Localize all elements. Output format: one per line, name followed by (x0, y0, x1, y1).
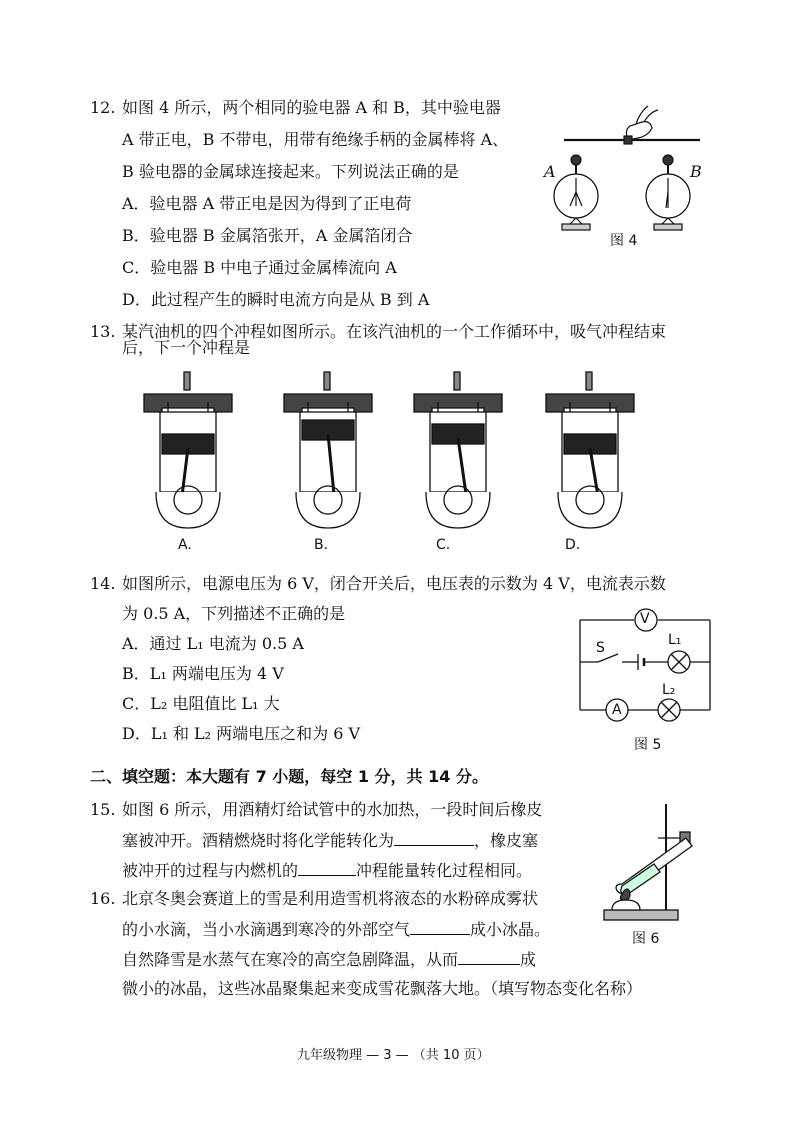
q16-line-4: 微小的冰晶，这些冰晶聚集起来变成雪花飘落大地。（填写物态变化名称） (122, 979, 643, 998)
q16-line-2-text-a: 的小水滴，当小水滴遇到寒冷的外部空气 (122, 920, 411, 939)
engine-stroke-b-icon (278, 368, 378, 533)
q16-line-3 (122, 948, 536, 971)
switch-label: S (596, 640, 605, 656)
q14-stem-line-2: 为 0.5 A，下列描述不正确的是 (122, 604, 346, 623)
q15-number: 15. (90, 800, 116, 819)
engine-stroke-c-icon (408, 368, 508, 533)
q15-blank-2[interactable] (298, 859, 356, 876)
lamp-l1-icon (668, 651, 690, 673)
electroscope-label-b: B (690, 162, 702, 181)
page-footer: 九年级物理 — 3 — （共 10 页） (297, 1048, 490, 1063)
q13-stem-line-2: 后，下一个冲程是 (122, 338, 251, 357)
alcohol-lamp-icon (612, 889, 640, 910)
lamp-l1-label: L₁ (668, 632, 682, 648)
electroscope-a-icon (554, 155, 598, 230)
engine-label-c: C. (436, 537, 451, 553)
q15-blank-1[interactable] (394, 829, 474, 846)
q16-blank-1[interactable] (410, 918, 470, 935)
figure-4-caption: 图 4 (610, 233, 638, 249)
q12-stem-line-3: B 验电器的金属球连接起来。下列说法正确的是 (122, 162, 459, 181)
q16-line-3-text-a: 自然降雪是水蒸气在寒冷的高空急剧降温，从而 (122, 950, 459, 969)
q12-stem-line-2: A 带正电，B 不带电，用带有绝缘手柄的金属棒将 A、 (122, 130, 509, 149)
q14-option-b: B．L₁ 两端电压为 4 V (122, 664, 284, 683)
q13-stem-line-1: 某汽油机的四个冲程如图所示。在该汽油机的一个工作循环中，吸气冲程结束 (122, 322, 667, 341)
q14-number: 14. (90, 574, 116, 593)
figure-6-caption: 图 6 (632, 931, 660, 947)
electroscope-label-a: A (544, 162, 556, 181)
q15-line-2-text-b: ，橡皮塞 (474, 831, 539, 850)
voltmeter-label: V (640, 611, 650, 627)
q15-line-1: 如图 6 所示，用酒精灯给试管中的水加热，一段时间后橡皮 (122, 800, 543, 819)
test-tube-heating-figure (600, 798, 700, 926)
electroscope-b-icon (646, 155, 690, 230)
engine-label-b: B. (314, 537, 329, 553)
engine-label-a: A. (178, 537, 192, 553)
q14-option-a: A．通过 L₁ 电流为 0.5 A (122, 634, 304, 653)
engine-stroke-a-icon (138, 368, 238, 533)
lamp-l2-label: L₂ (662, 682, 676, 698)
ammeter-label: A (612, 702, 622, 718)
q15-line-2 (122, 829, 538, 852)
q15-line-3-text-b: 冲程能量转化过程相同。 (356, 861, 533, 880)
q12-option-d: D．此过程产生的瞬时电流方向是从 B 到 A (122, 290, 430, 309)
q12-stem-line-1: 如图 4 所示，两个相同的验电器 A 和 B，其中验电器 (122, 98, 501, 117)
q16-line-1: 北京冬奥会赛道上的雪是利用造雪机将液态的水粉碎成雾状 (122, 889, 539, 908)
q16-line-2 (122, 918, 550, 941)
q12-option-c: C．验电器 B 中电子通过金属棒流向 A (122, 258, 397, 277)
q16-blank-2[interactable] (458, 948, 520, 965)
q13-number: 13. (90, 322, 116, 341)
q12-number: 12. (90, 98, 116, 117)
q12-option-b: B．验电器 B 金属箔张开，A 金属箔闭合 (122, 226, 413, 245)
q14-option-d: D．L₁ 和 L₂ 两端电压之和为 6 V (122, 724, 361, 743)
q14-option-c: C．L₂ 电阻值比 L₁ 大 (122, 694, 280, 713)
q15-line-2-text-a: 塞被冲开。酒精燃烧时将化学能转化为 (122, 831, 395, 850)
engine-stroke-d-icon (540, 368, 640, 533)
q16-number: 16. (90, 889, 116, 908)
section-2-heading: 二、填空题：本大题有 7 小题，每空 1 分，共 14 分。 (90, 767, 488, 786)
q12-option-a: A．验电器 A 带正电是因为得到了正电荷 (122, 194, 412, 213)
q16-line-2-text-b: 成小冰晶。 (470, 920, 551, 939)
q15-line-3 (122, 859, 532, 882)
engine-label-d: D. (565, 537, 581, 553)
q16-line-3-text-b: 成 (520, 950, 537, 969)
q15-line-3-text-a: 被冲开的过程与内燃机的 (122, 861, 299, 880)
hand-with-metal-rod-icon (564, 106, 700, 144)
figure-5-caption: 图 5 (634, 737, 662, 753)
lamp-l2-icon (658, 699, 680, 721)
q14-stem-line-1: 如图所示，电源电压为 6 V，闭合开关后，电压表的示数为 4 V，电流表示数 (122, 574, 666, 593)
